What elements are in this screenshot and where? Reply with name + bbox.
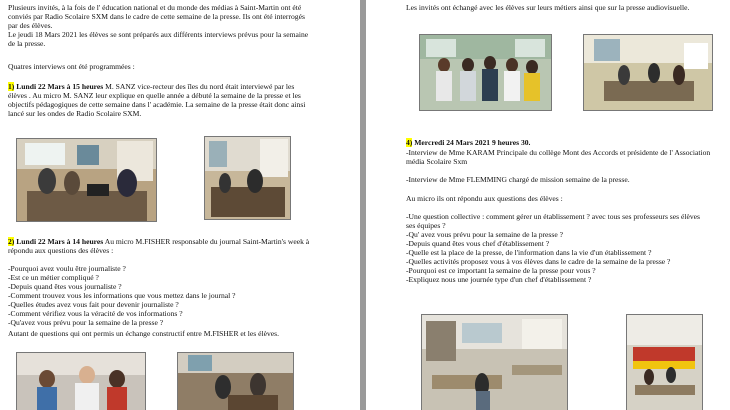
interview2-heading [8,237,309,246]
interview1-date: Lundi 22 Mars à 15 heures [16,82,104,91]
interview4-date: Mercredi 24 Mars 2021 9 heures 30. [414,138,531,147]
photo-radio-studio-3 [177,352,294,410]
interview4-number: 4) [406,138,413,147]
interview1-heading [8,82,294,91]
question-item: -Quelle est la place de la presse, de l'information dans la vie d'un établissement ? [406,248,652,257]
interview1-number: 1) [8,82,15,91]
right-page [366,0,730,410]
question-item: -Expliquez nous une journée type d'un chef d'établissement ? [406,275,592,284]
photo-radio-studio-2 [204,136,291,220]
question-item: ses équipes ? [406,221,446,230]
left-page [0,0,360,410]
interview2-line: Au micro M.FISHER responsable du journal Saint-Martin's week à [103,237,310,246]
intro-line: Plusieurs invités, à la fois de l' éducation national et du monde des médias à Saint-Martin ont été [8,3,302,12]
question-item: -Qu' avez vous prévu pour la semaine de la presse ? [406,230,563,239]
interview1-line: élèves . Au micro M. SANZ leur explique en quelle année a débuté la semaine de la presse et les [8,91,301,100]
interview4-micro: Au micro ils ont répondu aux questions des élèves : [406,194,563,203]
photo-group-students [419,34,552,111]
question-item: -Quelles activités proposez vous à vos élèves dans le cadre de la semaine de la presse ? [406,257,671,266]
interview2-date: Lundi 22 Mars à 14 heures [16,237,104,246]
question-item: -Comment vérifiez vous la véracité de vos informations ? [8,309,183,318]
program-intro: Quatres interviews ont été programmées : [8,62,135,71]
question-item: -Comment trouvez vous les informations que vous mettez dans le journal ? [8,291,236,300]
interview1-line: M. SANZ vice-recteur des îles du nord était interviewé par les [103,82,295,91]
interview1-line: objectifs pédagogiques de cette semaine dans l' académie. La semaine de la presse était donc ainsi [8,100,306,109]
photo-classroom-2 [626,314,703,410]
question-item: -Depuis quand êtes vous journaliste ? [8,282,122,291]
photo-classroom-1 [421,314,568,410]
photo-radio-studio-1 [16,138,157,222]
intro-line: de la presse. [8,39,46,48]
question-item: -Quelles études avez vous fait pour devenir journaliste ? [8,300,179,309]
photo-group-fisher [16,352,146,410]
interview4-line: -Interview de Mme KARAM Principale du collège Mont des Accords et présidente de l' Association [406,148,711,157]
question-item: -Pourquoi avez voulu être journaliste ? [8,264,126,273]
question-item: -Qu'avez vous prévu pour la semaine de la presse ? [8,318,164,327]
intro-line: par des élèves. [8,21,53,30]
question-item: -Est ce un métier compliqué ? [8,273,99,282]
interview4-line: -Interview de Mme FLEMMING chargé de mission semaine de la presse. [406,175,630,184]
question-item: -Depuis quand êtes vous chef d'établissement ? [406,239,550,248]
interview1-line: lancé sur les ondes de Radio Scolaire SXM. [8,109,142,118]
interview2-number: 2) [8,237,15,246]
question-item: -Pourquoi est ce important la semaine de la presse pour vous ? [406,266,596,275]
interview2-line: répondu aux questions des élèves : [8,246,114,255]
intro-line: Le jeudi 18 Mars 2021 les élèves se sont préparés aux différents interviews prévus pour la semaine [8,30,309,39]
interview2-closing: Autant de questions qui ont permis un échange constructif entre M.FISHER et les élèves. [8,329,279,338]
right-top-line: Les invités ont échangé avec les élèves sur leurs métiers ainsi que sur la presse audiovisuelle. [406,3,690,12]
interview4-line: média Scolaire Sxm [406,157,468,166]
intro-line: conviés par Radio Scolaire SXM dans le cadre de cette semaine de la presse. Ils ont été interrogés [8,12,305,21]
interview4-heading [406,138,530,147]
photo-radio-room [583,34,713,111]
question-item: -Une question collective : comment gérer un établissement ? avec tous ses professeurs ses élèves [406,212,700,221]
